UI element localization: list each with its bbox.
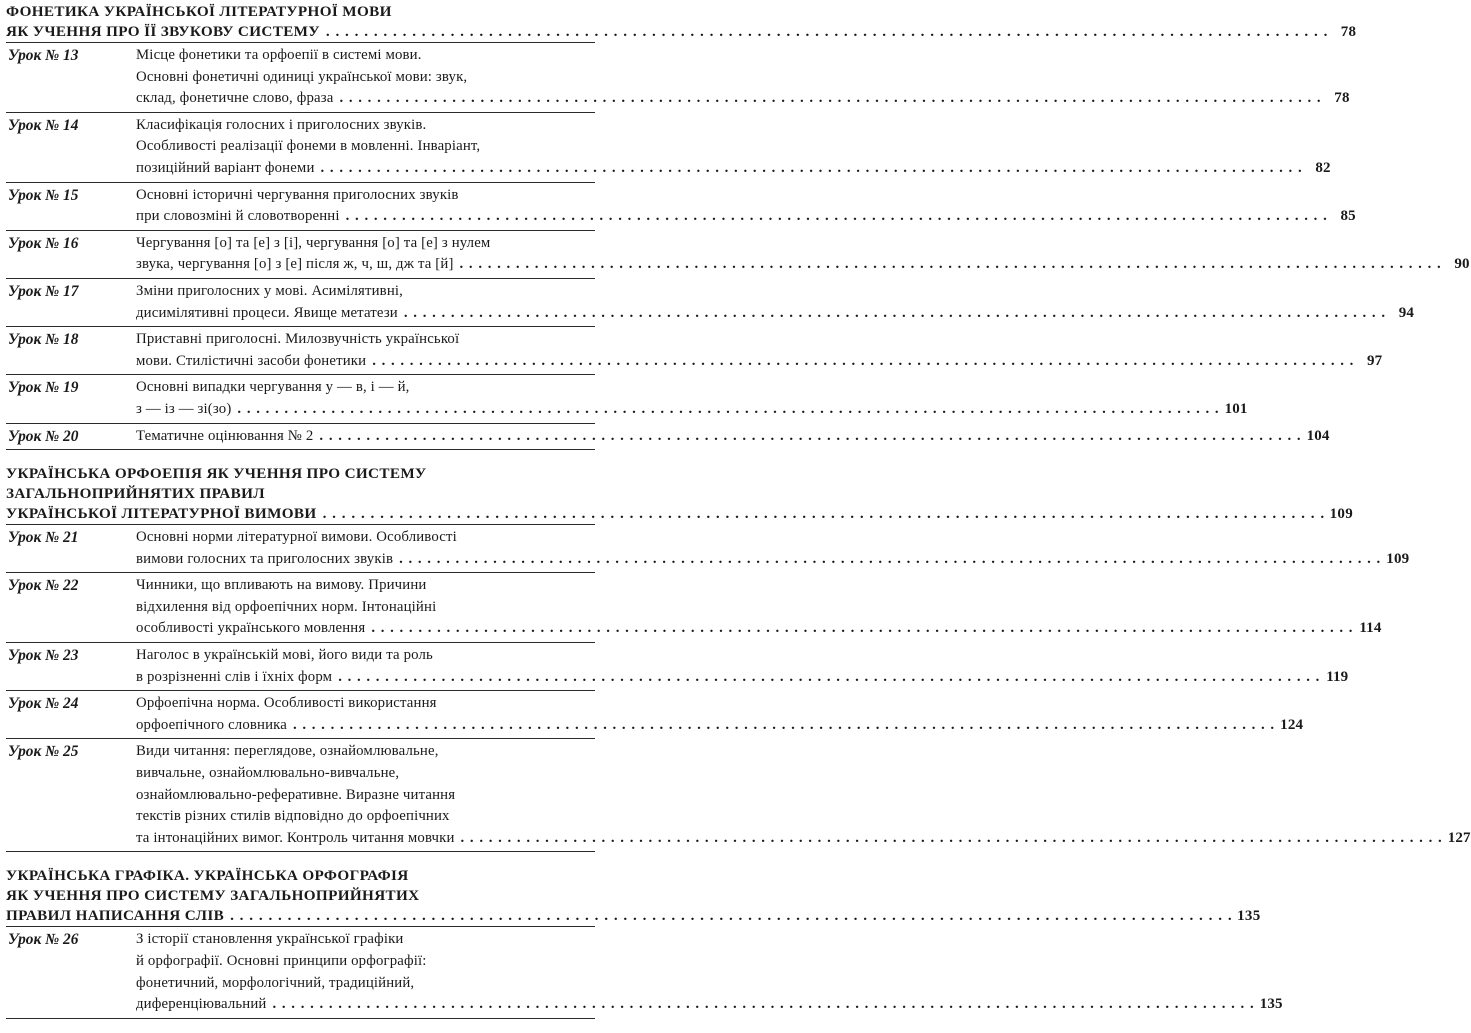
lesson-label: Урок № 21 [8, 529, 79, 547]
page-number: 90 [1454, 256, 1470, 273]
page-number: 94 [1398, 304, 1415, 321]
entry-text: з — із — зі(зо) [136, 400, 232, 417]
dot-leader [461, 828, 1443, 850]
section-heading-line: УКРАЇНСЬКА ОРФОЕПІЯ ЯК УЧЕННЯ ПРО СИСТЕМУ [6, 465, 427, 483]
entry-text: та інтонаційних вимог. Контроль читання мовчки [136, 829, 455, 846]
section-bottom-rule [6, 851, 595, 852]
lesson-line: Види читання: переглядове, ознайомлювальне, [136, 743, 439, 760]
lesson-line: Класифікація голосних і приголосних звуків. [136, 116, 427, 133]
section-heading [6, 866, 1261, 926]
lesson-description [136, 426, 1330, 448]
dot-leader [273, 994, 1255, 1016]
entry-text: ПРАВИЛ НАПИСАННЯ СЛІВ [6, 907, 225, 925]
entry-text: орфоепічного словника [136, 716, 287, 733]
lesson-line: Основні історичні чергування приголосних звуків [136, 186, 459, 203]
lesson-entry [6, 374, 1248, 422]
entry-text: при словозміні й словотворенні [136, 208, 340, 225]
dot-leader [323, 504, 1326, 524]
lesson-label: Урок № 15 [8, 186, 79, 204]
page-number: 135 [1237, 908, 1261, 925]
page-number: 82 [1315, 159, 1331, 176]
lesson-line: Основні фонетичні одиниці української мови: звук, [136, 68, 468, 85]
dot-leader [338, 667, 1320, 689]
entry-text: позиційний варіант фонеми [136, 159, 315, 176]
page-number: 119 [1326, 668, 1349, 685]
page-number: 101 [1224, 400, 1248, 417]
lesson-last-line [136, 828, 1471, 850]
dot-leader [321, 158, 1303, 180]
dot-leader [230, 906, 1233, 926]
toc-section [6, 866, 1283, 1018]
lesson-last-line [136, 351, 1382, 373]
lesson-entry [6, 926, 1283, 1017]
lesson-entry [6, 524, 1410, 572]
lesson-line: Особливості реалізації фонеми в мовленні. Інваріант, [136, 138, 481, 155]
entry-text: Тематичне оцінювання № 2 [136, 427, 314, 444]
section-heading-last-line [6, 504, 1354, 524]
lesson-line: Основні норми літературної вимови. Особливості [136, 529, 457, 546]
lesson-description [136, 45, 1350, 110]
lesson-description [136, 693, 1303, 736]
lesson-line: Орфоепічна норма. Особливості використання [136, 695, 437, 712]
page-number: 78 [1340, 24, 1357, 40]
section-heading [6, 2, 1357, 42]
dot-leader [339, 88, 1321, 110]
lesson-line: З історії становлення української графіки [136, 931, 404, 948]
lesson-entry [6, 182, 1356, 230]
dot-leader [319, 426, 1301, 448]
section-heading-last-line [6, 22, 1357, 42]
page-number: 85 [1340, 208, 1356, 225]
lesson-entry [6, 572, 1382, 642]
lesson-description [136, 929, 1283, 1015]
entry-text: мови. Стилістичні засоби фонетики [136, 352, 367, 369]
lesson-label: Урок № 26 [8, 931, 79, 949]
section-heading [6, 464, 1354, 524]
section-heading-line: УКРАЇНСЬКА ГРАФІКА. УКРАЇНСЬКА ОРФОГРАФІЯ [6, 867, 409, 885]
lesson-label: Урок № 18 [8, 331, 79, 349]
lesson-label: Урок № 14 [8, 116, 79, 134]
page-number: 104 [1306, 427, 1330, 444]
section-bottom-rule [6, 449, 595, 450]
page-number: 124 [1280, 716, 1304, 733]
entry-text: диференціювальний [136, 996, 267, 1013]
lesson-description [136, 329, 1382, 372]
lesson-label: Урок № 19 [8, 379, 79, 397]
page-number: 109 [1329, 506, 1354, 523]
lesson-description [136, 527, 1409, 570]
lesson-last-line [136, 88, 1350, 110]
lesson-line: Наголос в українській мові, його види та роль [136, 647, 433, 664]
dot-leader [460, 254, 1442, 276]
lesson-last-line [136, 254, 1470, 276]
entry-text: звука, чергування [о] з [е] після ж, ч, ш, дж та [й] [136, 256, 454, 273]
lesson-label: Урок № 23 [8, 647, 79, 665]
lesson-last-line [136, 399, 1248, 421]
section-heading-line: ЯК УЧЕННЯ ПРО СИСТЕМУ ЗАГАЛЬНОПРИЙНЯТИХ [6, 887, 420, 905]
entry-text: склад, фонетичне слово, фраза [136, 90, 334, 107]
lesson-label: Урок № 13 [8, 47, 79, 64]
entry-text: вимови голосних та приголосних звуків [136, 550, 394, 567]
lesson-label: Урок № 17 [8, 282, 79, 300]
lesson-last-line [136, 303, 1414, 325]
entry-text: в розрізненні слів і їхніх форм [136, 668, 333, 685]
entry-text: дисимілятивні процеси. Явище метатези [136, 304, 398, 321]
dot-leader [293, 715, 1275, 737]
lesson-line: Чергування [о] та [е] з [і], чергування [о] та [е] з нулем [136, 234, 491, 251]
lesson-last-line [136, 158, 1331, 180]
lesson-last-line [136, 426, 1330, 448]
page-number: 97 [1367, 352, 1383, 369]
lesson-line: Приставні приголосні. Милозвучність української [136, 331, 460, 348]
lesson-label: Урок № 24 [8, 695, 79, 713]
dot-leader [399, 549, 1381, 571]
lesson-entry [6, 230, 1470, 278]
lesson-line: фонетичний, морфологічний, традиційний, [136, 974, 415, 991]
lesson-label: Урок № 25 [8, 743, 79, 761]
lesson-entry [6, 42, 1350, 112]
lesson-entry [6, 112, 1331, 182]
lesson-line: Зміни приголосних у мові. Асимілятивні, [136, 282, 403, 299]
page-number: 127 [1447, 829, 1471, 846]
table-of-contents [6, 2, 1471, 1033]
lesson-line: ознайомлювально-реферативне. Виразне читання [136, 786, 456, 803]
lesson-description [136, 281, 1414, 324]
lesson-line: вивчальне, ознайомлювально-вивчальне, [136, 765, 400, 782]
lesson-line: Основні випадки чергування у — в, і — й, [136, 379, 410, 396]
toc-section [6, 464, 1471, 852]
dot-leader [326, 22, 1329, 42]
lesson-last-line [136, 667, 1348, 689]
lesson-last-line [136, 618, 1381, 640]
page-number: 114 [1359, 620, 1382, 637]
lesson-description [136, 377, 1248, 420]
lesson-description [136, 575, 1381, 640]
lesson-description [136, 233, 1470, 276]
lesson-last-line [136, 715, 1303, 737]
page-number: 135 [1259, 996, 1283, 1013]
lesson-description [136, 185, 1356, 228]
lesson-line: відхилення від орфоепічних норм. Інтонаційні [136, 598, 437, 615]
lesson-line: й орфографії. Основні принципи орфографії: [136, 953, 427, 969]
page-number: 78 [1334, 90, 1350, 107]
dot-leader [346, 206, 1328, 228]
section-heading-line: ЗАГАЛЬНОПРИЙНЯТИХ ПРАВИЛ [6, 485, 265, 503]
lesson-label: Урок № 16 [8, 234, 79, 252]
entry-text: особливості українського мовлення [136, 620, 366, 637]
lesson-last-line [136, 549, 1409, 571]
dot-leader [372, 351, 1354, 373]
lesson-entry [6, 423, 1330, 450]
lesson-description [136, 741, 1471, 849]
page-number: 109 [1386, 550, 1410, 567]
lesson-entry [6, 278, 1415, 326]
lesson-last-line [136, 994, 1283, 1016]
lesson-entry [6, 642, 1349, 690]
lesson-last-line [136, 206, 1356, 228]
lesson-entry [6, 326, 1383, 374]
lesson-line: текстів різних стилів відповідно до орфоепічних [136, 808, 450, 825]
entry-text: УКРАЇНСЬКОЇ ЛІТЕРАТУРНОЇ ВИМОВИ [6, 505, 317, 523]
lesson-line: Місце фонетики та орфоепії в системі мови. [136, 47, 422, 63]
section-bottom-rule [6, 1018, 595, 1019]
section-heading-line: ФОНЕТИКА УКРАЇНСЬКОЇ ЛІТЕРАТУРНОЇ МОВИ [6, 3, 392, 20]
lesson-entry [6, 738, 1471, 851]
lesson-label: Урок № 22 [8, 577, 79, 595]
section-heading-last-line [6, 906, 1261, 926]
lesson-description [136, 115, 1331, 180]
lesson-label: Урок № 20 [8, 427, 79, 445]
dot-leader [237, 399, 1219, 421]
dot-leader [371, 618, 1353, 640]
lesson-entry [6, 690, 1304, 738]
toc-section [6, 2, 1470, 450]
lesson-line: Чинники, що впливають на вимову. Причини [136, 577, 427, 594]
entry-text: ЯК УЧЕННЯ ПРО ЇЇ ЗВУКОВУ СИСТЕМУ [6, 23, 320, 40]
lesson-description [136, 645, 1348, 688]
dot-leader [404, 303, 1386, 325]
